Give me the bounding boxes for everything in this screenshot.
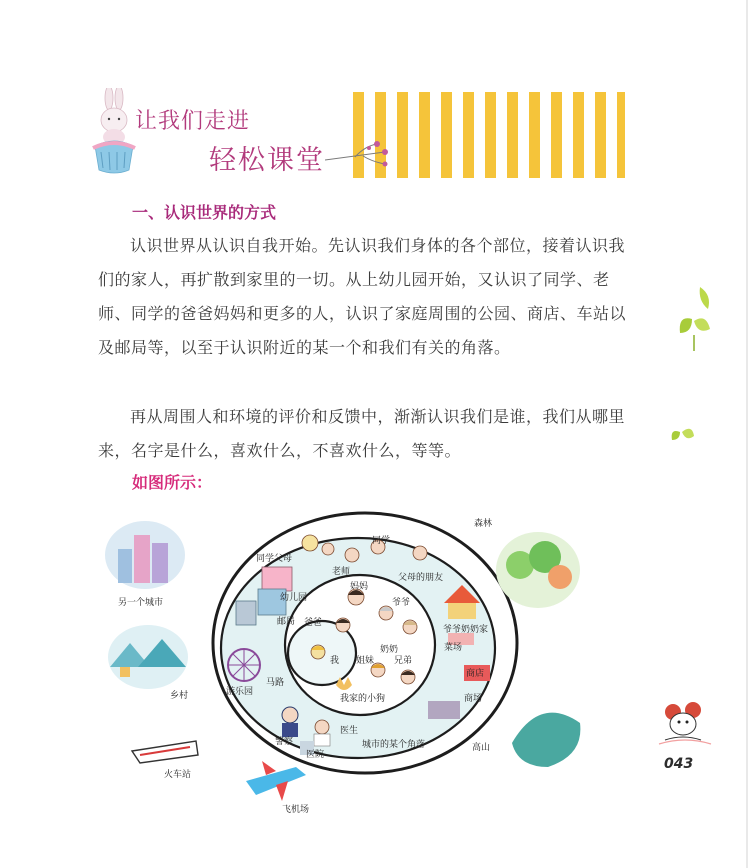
label-playground: 游乐园 — [226, 687, 254, 697]
bunny-cupcake-icon — [87, 88, 139, 178]
label-grandpa: 爷爷 — [392, 598, 411, 608]
label-mall: 商场 — [464, 694, 483, 704]
label-road: 马路 — [266, 678, 285, 688]
label-teacher: 老师 — [332, 567, 351, 577]
section-title: 一、认识世界的方式 — [132, 203, 277, 222]
label-shop: 商店 — [466, 669, 485, 679]
label-doctor: 医生 — [340, 726, 359, 736]
lesson-title-line2: 轻松课堂 — [209, 145, 325, 176]
label-airport: 飞机场 — [282, 805, 310, 815]
figure-label: 如图所示： — [132, 473, 213, 492]
lesson-title-line1: 让我们走进 — [135, 109, 251, 134]
label-classmate-parents: 同学父母 — [256, 554, 293, 564]
label-sisters: 姐妹 — [356, 656, 375, 666]
label-train-station: 火车站 — [164, 770, 192, 780]
label-mom: 妈妈 — [350, 582, 369, 592]
label-parents-friends: 父母的朋友 — [398, 573, 444, 583]
label-kindergarten: 幼儿园 — [280, 593, 308, 603]
concentric-world-diagram — [0, 505, 750, 868]
label-city-corner: 城市的某个角落 — [362, 740, 426, 750]
paragraph-1: 认识世界从认识自我开始。先认识我们身体的各个部位，接着认识我们的家人，再扩散到家里的一切。从上幼儿园开始，又认识了同学、老师、同学的爸爸妈妈和更多的人，认识了家庭周围的公园、商店、车站以及邮局等，以至于认识附近的某一个和我们有关的角落。 — [98, 236, 627, 357]
label-hospital: 医院 — [306, 750, 325, 760]
small-leaf-icon — [668, 420, 696, 446]
lesson-header — [85, 88, 625, 180]
label-grandparents-home: 爷爷奶奶家 — [443, 625, 489, 635]
flower-branch-icon — [325, 138, 405, 168]
green-leaves-icon — [672, 285, 722, 355]
label-police: 警察 — [275, 737, 294, 747]
label-another-city: 另一个城市 — [118, 598, 164, 608]
page-number: 043 — [664, 756, 694, 772]
mouse-mascot-icon — [655, 700, 715, 760]
label-classmate: 同学 — [372, 536, 391, 546]
label-me: 我 — [330, 656, 340, 666]
label-dog: 我家的小狗 — [340, 694, 386, 704]
label-dad: 爸爸 — [304, 618, 323, 628]
label-grandma: 奶奶 — [380, 645, 399, 655]
label-market: 菜场 — [444, 643, 463, 653]
paragraph-2: 再从周围人和环境的评价和反馈中，渐渐认识我们是谁，我们从哪里来，名字是什么，喜欢什么，不喜欢什么，等等。 — [98, 407, 626, 460]
label-brothers: 兄弟 — [394, 656, 413, 666]
label-post-office: 邮局 — [277, 617, 296, 627]
label-forest: 森林 — [474, 519, 493, 529]
label-countryside: 乡村 — [170, 691, 189, 701]
label-mountain: 高山 — [472, 743, 491, 753]
